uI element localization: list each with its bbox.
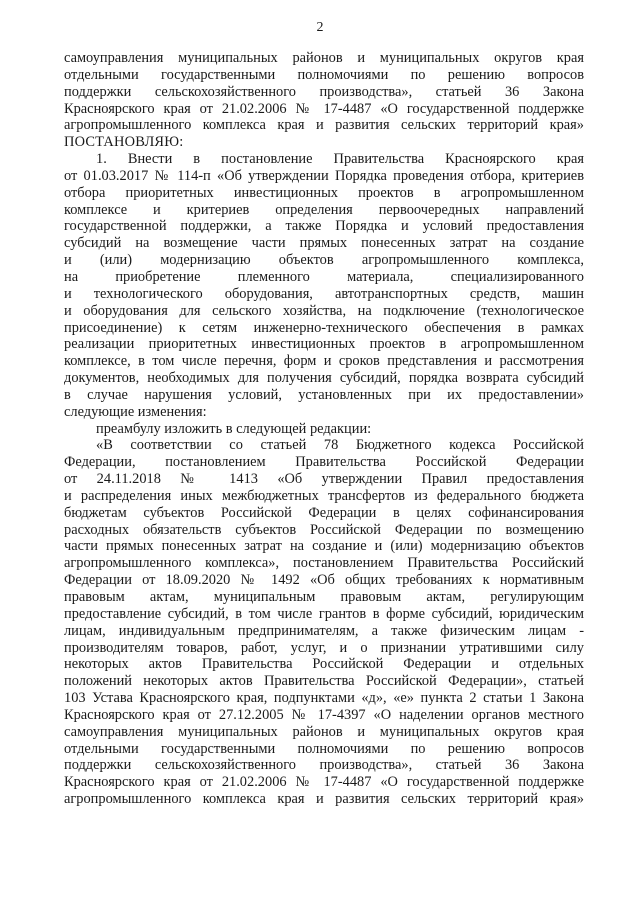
text-line: отдельными государственными полномочиями по решению вопросов: [64, 740, 584, 757]
text-line: некоторых актов Правительства Российской Федерации и отдельных: [64, 656, 584, 673]
text-line: части прямых понесенных затрат на создание и (или) модернизацию объектов: [64, 538, 584, 555]
text-line: правовым актам, муниципальным правовым актам, регулирующим: [64, 589, 584, 605]
text-line: присоединение) к сетям инженерно-технического обеспечения в рамках: [64, 319, 584, 336]
text-line: Федерации от 18.09.2020 № 1492 «Об общих требованиях к нормативным: [64, 572, 584, 589]
text-line: и (или) модернизацию объектов агропромышленного комплекса,: [64, 252, 584, 269]
text-line: реализации приоритетных инвестиционных проектов в агропромышленном: [64, 336, 584, 353]
text-line: и распределения иных межбюджетных трансфертов из федерального бюджета: [64, 487, 584, 504]
text-line: положений некоторых актов Правительства Российской Федерации», статьей: [64, 673, 584, 690]
text-line: субсидий на возмещение части прямых понесенных затрат на создание: [64, 235, 584, 252]
text-line: «В соответствии со статьей 78 Бюджетного кодекса Российской: [96, 437, 584, 454]
text-line: самоуправления муниципальных районов и муниципальных округов края: [64, 50, 584, 66]
text-line: документов, необходимых для получения субсидий, порядка возврата субсидий: [64, 370, 584, 387]
text-line: расходных обязательств субъектов Российской Федерации по возмещению: [64, 521, 584, 538]
text-line: агропромышленного комплекса края и развития сельских территорий края»: [64, 791, 584, 808]
text-line: поддержки сельскохозяйственного производства», статьей 36 Закона: [64, 757, 584, 774]
text-line: лицам, индивидуальным предпринимателям, а также физическим лицам -: [64, 622, 584, 639]
text-line: Красноярского края от 27.12.2005 № 17-4397 «О наделении органов местного: [64, 706, 584, 723]
text-line: преамбулу изложить в следующей редакции:: [96, 420, 372, 437]
text-line: Федерации, постановлением Правительства Российской Федерации: [64, 454, 584, 471]
text-line: от 01.03.2017 № 114-п «Об утверждении Порядка проведения отбора, критериев: [64, 167, 584, 184]
text-line: производителям товаров, работ, услуг, и о признании утратившими силу: [64, 639, 584, 656]
text-line: Красноярского края от 21.02.2006 № 17-4487 «О государственной поддержке: [64, 100, 584, 117]
text-line: отдельными государственными полномочиями по решению вопросов: [64, 66, 584, 83]
text-line: на приобретение племенного материала, специализированного: [64, 268, 584, 285]
text-line: и оборудования для сельского хозяйства, на подключение (технологическое: [64, 302, 584, 319]
text-line: следующие изменения:: [64, 403, 207, 420]
text-line: агропромышленного комплекса края и развития сельских территорий края»: [64, 117, 584, 134]
text-line: отбора приоритетных инвестиционных проектов в агропромышленном: [64, 184, 584, 201]
text-line: бюджетам субъектов Российской Федерации в целях софинансирования: [64, 504, 584, 521]
text-line: и технологического оборудования, автотранспортных средств, машин: [64, 285, 584, 302]
document-body: [64, 50, 584, 808]
text-line: 103 Устава Красноярского края, подпунктами «д», «е» пункта 2 статьи 1 Закона: [64, 690, 584, 707]
text-line: комплексе и критериев определения первоочередных направлений: [64, 201, 584, 218]
text-line: поддержки сельскохозяйственного производства», статьей 36 Закона: [64, 83, 584, 100]
text-line: комплексе, в том числе перечня, форм и сроков представления и рассмотрения: [64, 353, 584, 370]
text-line: государственной поддержки, а также Порядка и условий предоставления: [64, 218, 584, 235]
text-line: самоуправления муниципальных районов и муниципальных округов края: [64, 723, 584, 740]
text-line: от 24.11.2018 № 1413 «Об утверждении Правил предоставления: [64, 471, 584, 488]
decree-heading: ПОСТАНОВЛЯЮ:: [64, 134, 184, 151]
text-line: предоставление субсидий, в том числе грантов в форме субсидий, юридическим: [64, 605, 584, 622]
text-line: агропромышленного комплекса», постановлением Правительства Российский: [64, 555, 584, 572]
page-number: 2: [316, 20, 324, 35]
text-line: в случае нарушения условий, установленных при их предоставлении»: [64, 386, 584, 403]
text-line: Красноярского края от 21.02.2006 № 17-4487 «О государственной поддержке: [64, 774, 584, 791]
text-line: 1. Внести в постановление Правительства Красноярского края: [96, 151, 584, 168]
